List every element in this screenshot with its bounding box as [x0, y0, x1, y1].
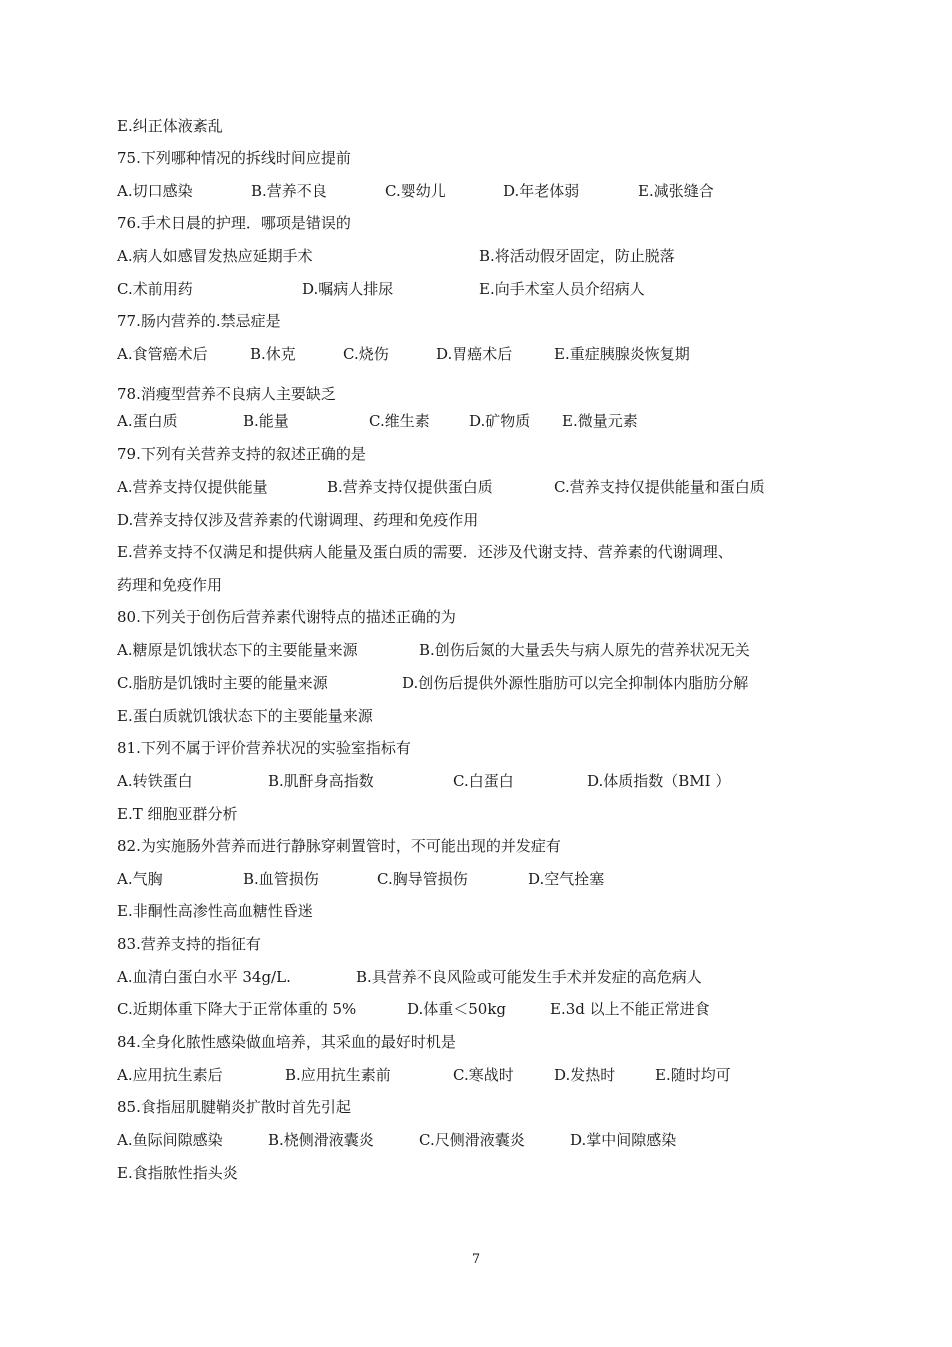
- option-c: C.烧伤: [343, 345, 389, 363]
- question-text: 85.食指屈肌腱鞘炎扩散时首先引起: [117, 1098, 351, 1116]
- option-text: E.纠正体液紊乱: [117, 117, 223, 135]
- option-e: E.向手术室人员介绍病人: [479, 280, 645, 298]
- option-e: E.非酮性高渗性高血糖性昏迷: [117, 902, 313, 920]
- option-a: A.病人如感冒发热应延期手术: [117, 247, 313, 265]
- option-b: B.血管损伤: [243, 870, 319, 888]
- option-a: A.气胸: [117, 870, 163, 888]
- option-d: D.胃癌术后: [436, 345, 513, 363]
- option-d: D.嘱病人排尿: [302, 280, 394, 298]
- option-d: D.营养支持仅涉及营养素的代谢调理、药理和免疫作用: [117, 511, 479, 529]
- question-text: 83.营养支持的指征有: [117, 935, 261, 953]
- option-c: C.白蛋白: [453, 772, 514, 790]
- option-b: B.应用抗生素前: [285, 1066, 391, 1084]
- option-e: E.食指脓性指头炎: [117, 1164, 238, 1182]
- option-c: C.脂肪是饥饿时主要的能量来源: [117, 674, 328, 692]
- option-b: B.创伤后氮的大量丢失与病人原先的营养状况无关: [419, 641, 750, 659]
- question-text: 76.手术日晨的护理．哪项是错误的: [117, 214, 351, 232]
- option-c: C.寒战时: [453, 1066, 514, 1084]
- option-e: E.蛋白质就饥饿状态下的主要能量来源: [117, 707, 373, 725]
- option-a: A.应用抗生素后: [117, 1066, 223, 1084]
- option-a: A.血清白蛋白水平 34g/L.: [117, 968, 291, 986]
- question-text: 75.下列哪种情况的拆线时间应提前: [117, 149, 351, 167]
- option-b: B.能量: [243, 412, 289, 430]
- question-text: 82.为实施肠外营养而进行静脉穿刺置管时，不可能出现的并发症有: [117, 837, 561, 855]
- option-a: A.鱼际间隙感染: [117, 1131, 223, 1149]
- option-d: D.掌中间隙感染: [570, 1131, 677, 1149]
- option-a: A.蛋白质: [117, 412, 178, 430]
- option-e: E.营养支持不仅满足和提供病人能量及蛋白质的需要．还涉及代谢支持、营养素的代谢调理、: [117, 543, 733, 561]
- option-c: C.近期体重下降大于正常体重的 5%: [117, 1000, 357, 1018]
- option-b: B.肌酐身高指数: [268, 772, 374, 790]
- question-text: 80.下列关于创伤后营养素代谢特点的描述正确的为: [117, 608, 456, 626]
- option-b: B.将活动假牙固定，防止脱落: [479, 247, 675, 265]
- option-c: C.婴幼儿: [385, 182, 446, 200]
- option-a: A.切口感染: [117, 182, 193, 200]
- option-a: A.营养支持仅提供能量: [117, 478, 268, 496]
- option-d: D.体质指数（BMI ）: [587, 772, 731, 790]
- question-text: 81.下列不属于评价营养状况的实验室指标有: [117, 739, 411, 757]
- option-b: B.休克: [250, 345, 296, 363]
- option-b: B.桡侧滑液囊炎: [268, 1131, 374, 1149]
- option-e: E.随时均可: [655, 1066, 731, 1084]
- option-d: D.年老体弱: [503, 182, 580, 200]
- option-a: A.转铁蛋白: [117, 772, 193, 790]
- option-e-continued: 药理和免疫作用: [117, 576, 223, 594]
- option-b: B.营养不良: [251, 182, 327, 200]
- option-c: C.胸导管损伤: [377, 870, 468, 888]
- option-d: D.空气拴塞: [528, 870, 605, 888]
- option-e: E.3d 以上不能正常进食: [550, 1000, 710, 1018]
- page-number: 7: [471, 1252, 481, 1267]
- option-e: E.微量元素: [562, 412, 638, 430]
- option-a: A.食管癌术后: [117, 345, 208, 363]
- question-text: 78.消瘦型营养不良病人主要缺乏: [117, 385, 336, 403]
- option-e: E.减张缝合: [638, 182, 714, 200]
- option-e: E.重症胰腺炎恢复期: [554, 345, 690, 363]
- option-a: A.糖原是饥饿状态下的主要能量来源: [117, 641, 358, 659]
- option-d: D.体重＜50kg: [407, 1000, 507, 1018]
- option-c: C.尺侧滑液囊炎: [419, 1131, 525, 1149]
- question-text: 84.全身化脓性感染做血培养，其采血的最好时机是: [117, 1033, 456, 1051]
- option-d: D.创伤后提供外源性脂肪可以完全抑制体内脂肪分解: [402, 674, 749, 692]
- option-c: C.维生素: [369, 412, 430, 430]
- option-d: D.发热时: [554, 1066, 616, 1084]
- question-text: 79.下列有关营养支持的叙述正确的是: [117, 445, 366, 463]
- option-d: D.矿物质: [469, 412, 531, 430]
- option-b: B.营养支持仅提供蛋白质: [327, 478, 493, 496]
- option-c: C.营养支持仅提供能量和蛋白质: [554, 478, 765, 496]
- option-c: C.术前用药: [117, 280, 193, 298]
- option-e: E.T 细胞亚群分析: [117, 805, 238, 823]
- option-b: B.具营养不良风险或可能发生手术并发症的高危病人: [356, 968, 702, 986]
- question-text: 77.肠内营养的.禁忌症是: [117, 312, 281, 330]
